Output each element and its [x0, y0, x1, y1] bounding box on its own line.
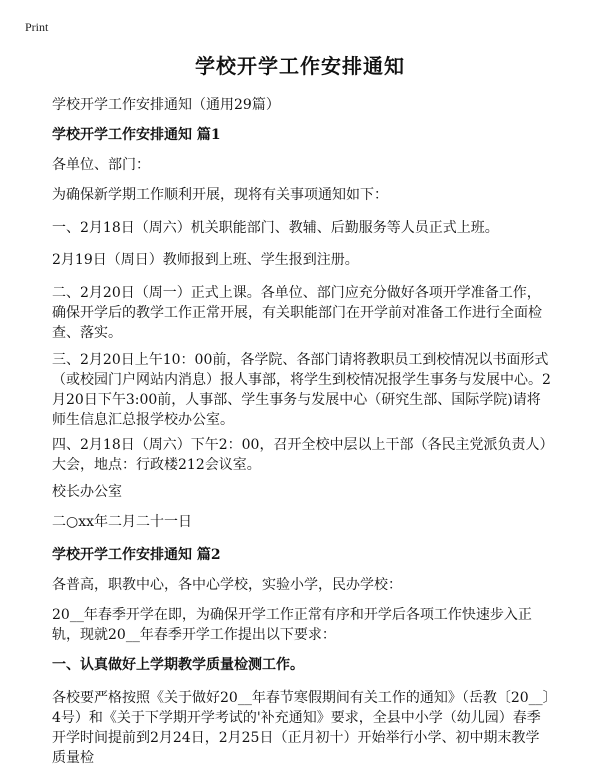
section-heading: 学校开学工作安排通知 篇2	[52, 547, 221, 563]
salutation: 各单位、部门：	[52, 157, 150, 173]
signature: 校长办公室	[52, 484, 122, 500]
paragraph: 三、2月20日上午10：00前，各学院、各部门请将教职员工到校情况以书面形式（或校园门户网站内消息）报人事部，将学生到校情况报学生事务与发展中心。2月20日下午3:00前，人事部、学生事务与发展中心（研究生部、国际学院)请将师生信息汇总报学校办公室。	[52, 352, 551, 428]
print-link[interactable]: Print	[25, 20, 49, 34]
section-heading: 一、认真做好上学期教学质量检测工作。	[52, 657, 304, 673]
paragraph: 二、2月20日（周一）正式上课。各单位、部门应充分做好各项开学准备工作，确保开学后的教学工作正常开展，有关职能部门在开学前对准备工作进行全面检查、落实。	[52, 285, 542, 341]
intro-paragraph: 为确保新学期工作顺利开展，现将有关事项通知如下：	[52, 187, 388, 203]
page-title: 学校开学工作安排通知	[195, 54, 405, 78]
paragraph: 各校要严格按照《关于做好20__年春节寒假期间有关工作的通知》（岳教〔20__〕4号）和《关于下学期开学考试的'补充通知》要求，全县中小学（幼儿园）春季开学时间提前到2月24日，2月25日（正月初十）开始举行小学、初中期末教学质量检	[52, 690, 550, 766]
document-subtitle: 学校开学工作安排通知（通用29篇）	[52, 97, 280, 113]
paragraph: 一、2月18日（周六）机关职能部门、教辅、后勤服务等人员正式上班。	[52, 220, 499, 236]
paragraph: 四、2月18日（周六）下午2：00，召开全校中层以上干部（各民主党派负责人）大会，地点：行政楼212会议室。	[52, 437, 547, 473]
section-heading: 学校开学工作安排通知 篇1	[52, 127, 221, 143]
salutation: 各普高，职教中心，各中心学校，实验小学，民办学校：	[52, 577, 402, 593]
intro-paragraph: 20__年春季开学在即，为确保开学工作正常有序和开学后各项工作快速步入正轨，现就20__年春季开学工作提出以下要求：	[52, 607, 532, 643]
date: 二○xx年二月二十一日	[52, 514, 193, 530]
paragraph: 2月19日（周日）教师报到上班、学生报到注册。	[52, 252, 359, 268]
